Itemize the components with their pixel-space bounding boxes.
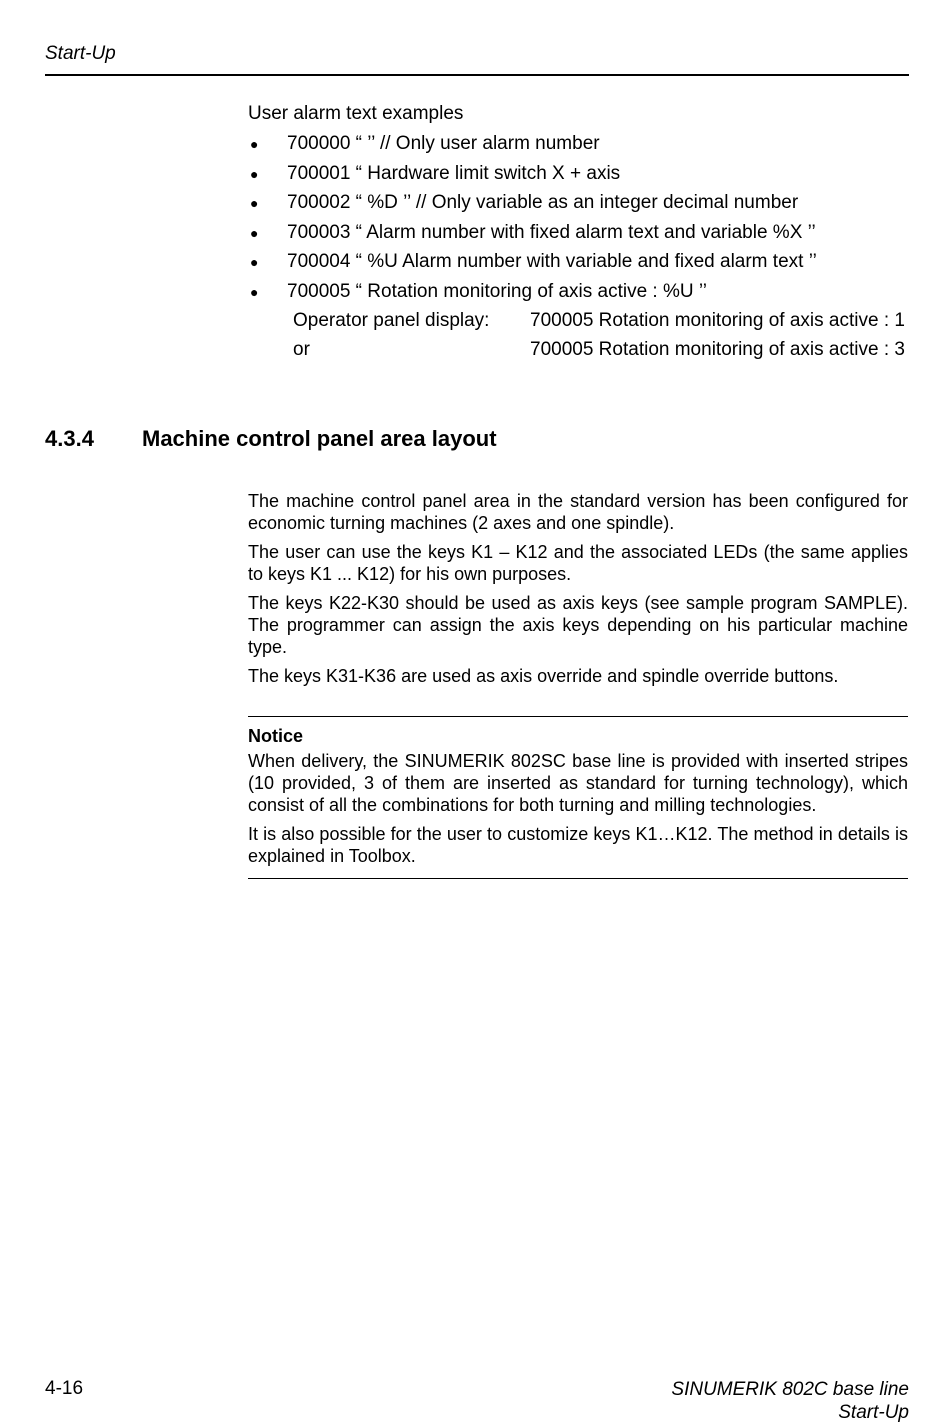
alarm-example-text: 700004 “ %U Alarm number with variable and fixed alarm text ’’ <box>287 251 817 272</box>
list-item <box>248 132 817 162</box>
bullet-icon: ● <box>250 195 259 211</box>
notice-box <box>248 725 908 874</box>
notice-paragraph: It is also possible for the user to customize keys K1…K12. The method in details is explained in Toolbox. <box>248 824 908 866</box>
paragraph: The user can use the keys K1 – K12 and the associated LEDs (the same applies to keys K1 ... K12) for his own purposes. <box>248 542 908 584</box>
paragraph: The machine control panel area in the standard version has been configured for economic turning machines (2 axes and one spindle). <box>248 491 908 533</box>
section-body <box>248 490 908 694</box>
display-value: 700005 Rotation monitoring of axis active : 1 <box>530 310 905 331</box>
running-header: Start-Up <box>45 43 116 64</box>
footer-product: SINUMERIK 802C base line <box>671 1379 909 1400</box>
footer-product-info <box>671 1378 909 1424</box>
paragraph: The keys K31-K36 are used as axis override and spindle override buttons. <box>248 666 839 686</box>
bullet-icon: ● <box>250 165 259 182</box>
list-item <box>248 250 817 280</box>
list-item <box>248 191 817 221</box>
alarm-example-text: 700000 “ ’’ // Only user alarm number <box>287 133 600 154</box>
header-rule <box>45 74 909 76</box>
alarm-example-text: 700005 “ Rotation monitoring of axis active : %U ’’ <box>287 280 707 302</box>
display-label: Operator panel display: <box>293 310 490 331</box>
display-label: or <box>293 339 310 360</box>
list-item <box>248 162 817 192</box>
notice-top-rule <box>248 716 908 717</box>
bullet-icon: ● <box>250 136 259 152</box>
section-title: Machine control panel area layout <box>142 426 497 451</box>
bullet-icon: ● <box>250 254 259 270</box>
display-value: 700005 Rotation monitoring of axis active : 3 <box>530 339 905 360</box>
alarm-example-text: 700001 “ Hardware limit switch X + axis <box>287 162 621 184</box>
footer-chapter: Start-Up <box>838 1402 909 1423</box>
list-item <box>248 280 817 310</box>
paragraph: The keys K22-K30 should be used as axis keys (see sample program SAMPLE). The programmer can assign the axis keys depending on his particular machine type. <box>248 593 908 657</box>
notice-title: Notice <box>248 726 304 746</box>
alarm-example-list <box>248 132 817 309</box>
alarm-example-text: 700003 “ Alarm number with fixed alarm text and variable %X ’’ <box>287 221 816 243</box>
list-item <box>248 221 817 251</box>
section-number: 4.3.4 <box>45 426 94 451</box>
alarm-example-text: 700002 “ %D ’’ // Only variable as an integer decimal number <box>287 192 799 213</box>
notice-bottom-rule <box>248 878 908 879</box>
alarm-examples-intro: User alarm text examples <box>248 103 464 124</box>
bullet-icon: ● <box>250 283 259 300</box>
notice-paragraph: When delivery, the SINUMERIK 802SC base line is provided with inserted stripes (10 provided, 3 of them are inserted as standard for turning technology), which consist of all the combinations for both turning and milling technologies. <box>248 751 908 815</box>
page-number: 4-16 <box>45 1378 84 1399</box>
bullet-icon: ● <box>250 224 259 241</box>
